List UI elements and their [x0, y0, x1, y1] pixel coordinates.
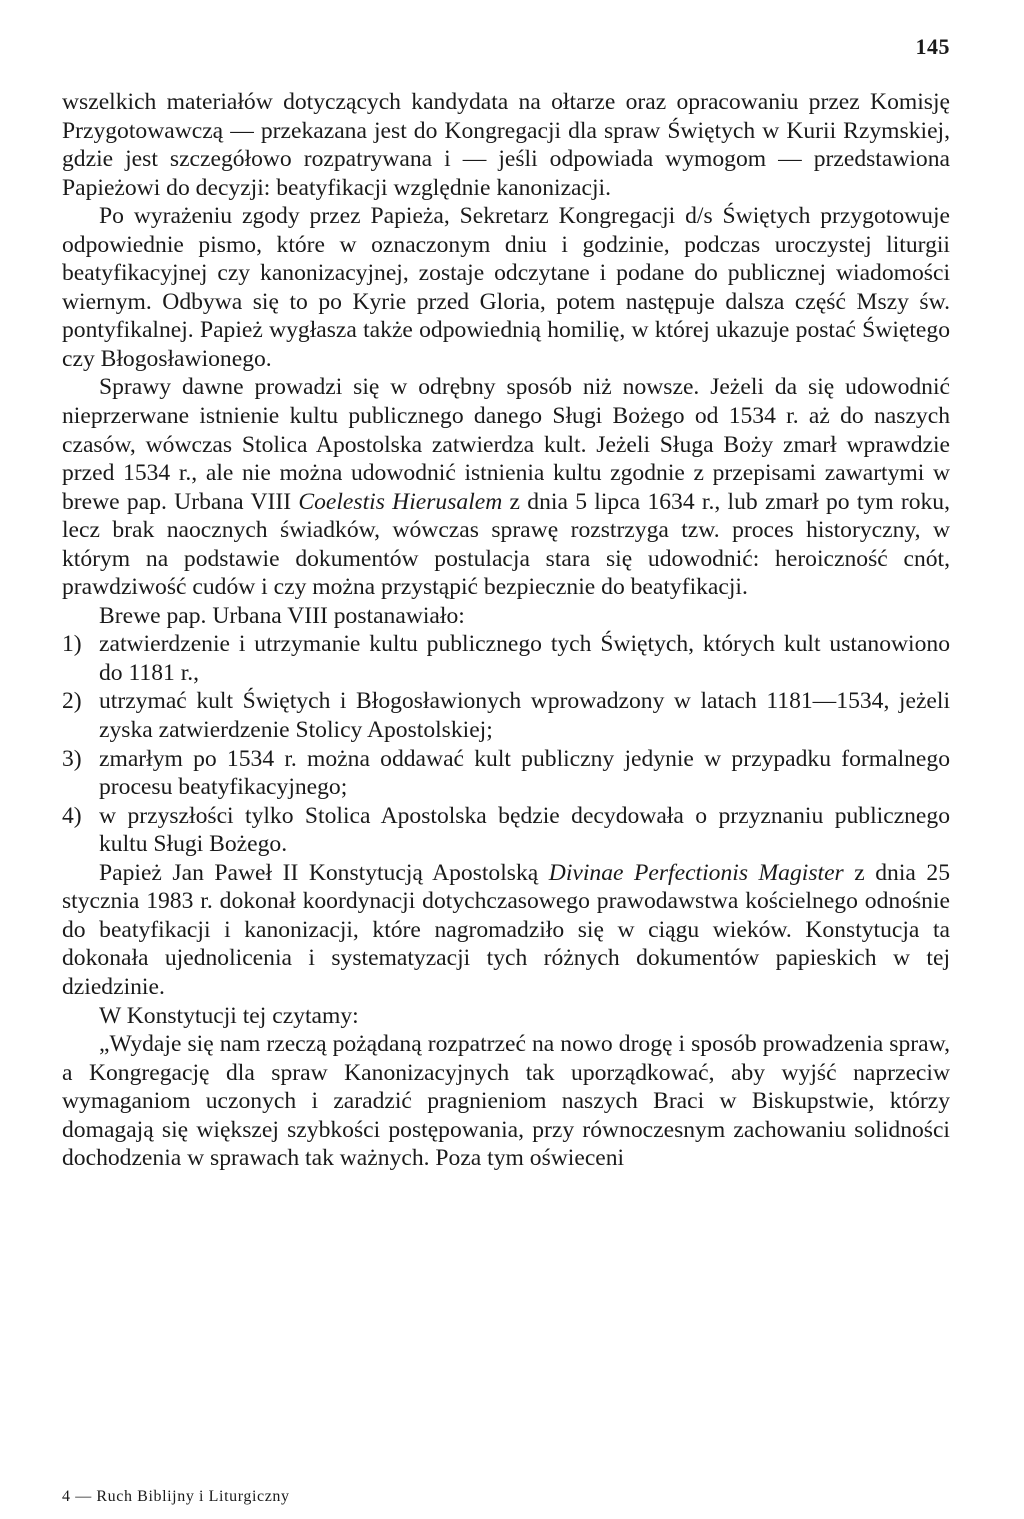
paragraph-continuation: wszelkich materiałów dotyczących kandydata na ołtarze oraz opracowaniu przez Komisję Przygotowawczą — przekazana jest do Kongregacji dla spraw Świętych w Kurii Rzymskiej, gdzie jest szczegółowo rozpatrywana i — jeśli odpowiada wymogom — przedstawiona Papieżowi do decyzji: beatyfikacji względnie kanonizacji. — [62, 89, 950, 201]
brief-title-italic: Coelestis Hierusalem — [298, 488, 503, 515]
list-item — [62, 745, 950, 802]
paragraph-beatification-announcement: Po wyrażeniu zgody przez Papieża, Sekretarz Kongregacji d/s Świętych przygotowuje odpowiednie pismo, które w oznaczonym dniu i godzinie, podczas uroczystej liturgii beatyfikacyjnej czy kanonizacyjnej, zostaje odczytane i podane do publicznej wiadomości wiernym. Odbywa się to po Kyrie przed Gloria, potem następuje dalsza część Mszy św. pontyfikalnej. Papież wygłasza także odpowiednią homilię, w której ukazuje postać Świętego czy Błogosławionego. — [62, 203, 950, 372]
paragraph-brief-intro: Brewe pap. Urbana VIII postanawiało: — [99, 602, 465, 629]
paragraph-constitution-text-a: Papież Jan Paweł II Konstytucją Apostolską — [99, 859, 549, 886]
constitution-title-italic: Divinae Perfectionis Magister — [548, 859, 844, 886]
paragraph-constitution — [62, 859, 950, 1002]
list-text: w przyszłości tylko Stolica Apostolska będzie decydowała o przyznaniu publicznego kultu Sługi Bożego. — [99, 802, 950, 858]
body-text — [62, 88, 950, 1173]
paragraph-old-cases-text-a: Sprawy dawne prowadzi się w odrębny sposób niż nowsze. Jeżeli da się udowodnić nieprzerwane istnienie kultu publicznego danego Sługi Bożego od 1534 r. aż do naszych czasów, wówczas Stolica Apostolska zatwierdza kult. Jeżeli Sługa Boży zmarł wprawdzie przed 1534 r., ale nie można udowodnić istnienia kultu zgodnie z przepisami zawartymi w brewe pap. Urbana VIII — [62, 374, 950, 515]
list-number: 1) — [62, 631, 82, 658]
list-item — [62, 687, 950, 744]
list-text: zatwierdzenie i utrzymanie kultu publicznego tych Świętych, których kult ustanowiono do 1181 r., — [99, 631, 950, 686]
list-item — [62, 802, 950, 859]
paragraph-quotation: „Wydaje się nam rzeczą pożądaną rozpatrzeć na nowo drogę i sposób prowadzenia spraw, a Kongregację dla spraw Kanonizacyjnych tak uporządkować, aby wyjść naprzeciw wymaganiom uczonych i zaradzić pragnieniom naszych Braci w Biskupstwie, którzy domagają się większej szybkości postępowania, przy równoczesnym zachowaniu solidności dochodzenia w sprawach tak ważnych. Poza tym oświeceni — [62, 1031, 950, 1172]
page-number: 145 — [915, 34, 950, 59]
paragraph-constitution-text-b: z dnia 25 stycznia 1983 r. dokonał koordynacji dotychczasowego prawodawstwa kościelnego odnośnie do beatyfikacji i kanonizacji, które nagromadziło się w ciągu wieków. Konstytucja ta dokonała ujednolicenia i systematyzacji tych różnych dokumentów papieskich w tej dziedzinie. — [62, 859, 951, 1000]
footer-signature: 4 — Ruch Biblijny i Liturgiczny — [62, 1488, 290, 1505]
paragraph-old-cases-text-b: z dnia 5 lipca 1634 r., lub zmarł po tym roku, lecz brak naocznych świadków, wówczas sprawę rozstrzyga tzw. proces historyczny, w którym na podstawie dokumentów postulacja stara się udowodnić: heroiczność cnót, prawdziwość cudów i czy można przystąpić bezpiecznie do beatyfikacji. — [62, 488, 951, 601]
list-text: zmarłym po 1534 r. można oddawać kult publiczny jedynie w przypadku formalnego procesu beatyfikacyjnego; — [99, 745, 950, 801]
list-number: 4) — [62, 802, 82, 829]
list-item — [62, 630, 950, 687]
list-number: 3) — [62, 745, 82, 772]
list-number: 2) — [62, 688, 82, 715]
paragraph-old-cases — [62, 373, 950, 601]
paragraph-quote-intro: W Konstytucji tej czytamy: — [99, 1002, 359, 1029]
list-text: utrzymać kult Świętych i Błogosławionych wprowadzony w latach 1181—1534, jeżeli zyska zatwierdzenie Stolicy Apostolskiej; — [99, 688, 950, 744]
